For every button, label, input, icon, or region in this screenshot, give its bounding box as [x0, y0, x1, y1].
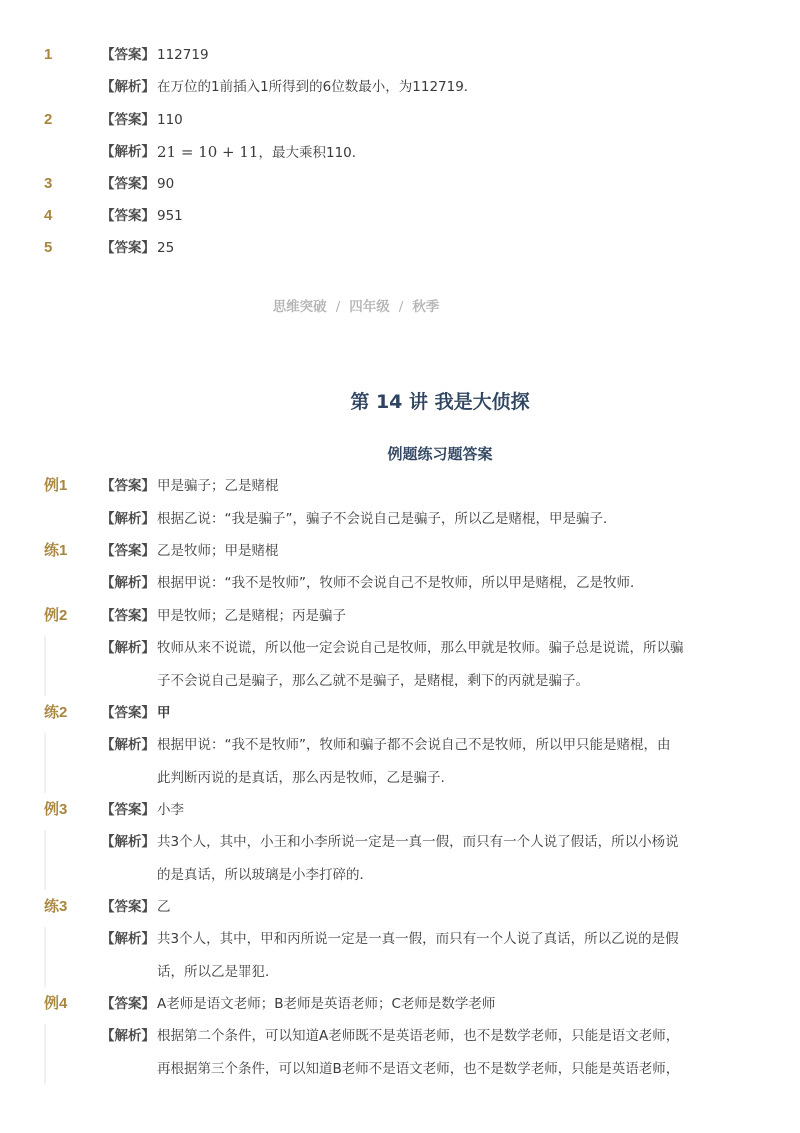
- answer-tag: 【答案】: [101, 543, 155, 559]
- analysis-tag: 【解析】: [101, 737, 155, 753]
- analysis-text: ，最大乘积110．: [258, 145, 366, 161]
- answer-text: A老师是语文老师；B老师是英语老师；C老师是数学老师: [157, 996, 496, 1012]
- answer-tag: 【答案】: [101, 176, 155, 192]
- item-number: 例2: [44, 607, 68, 624]
- item-number: 例1: [44, 477, 68, 494]
- answer-row-1: [0, 43, 800, 67]
- analysis-row-ex3-cont: [0, 863, 800, 887]
- analysis-row-ex4-cont: [0, 1057, 800, 1081]
- answer-tag: 【答案】: [101, 802, 155, 818]
- lesson-subtitle: 例题练习题答案: [387, 445, 493, 463]
- analysis-tag: 【解析】: [101, 834, 155, 850]
- answer-row-4: [0, 204, 800, 228]
- analysis-row-pr2: [0, 733, 800, 757]
- item-number: 练3: [44, 898, 68, 915]
- analysis-row-ex2: [0, 636, 800, 660]
- footer-term: 秋季: [412, 299, 440, 315]
- analysis-text: 根据甲说：“我不是牧师”，牧师不会说自己不是牧师，所以甲是赌棍，乙是牧师．: [157, 575, 644, 591]
- answer-row-3: [0, 172, 800, 196]
- answer-text: 112719: [157, 47, 209, 63]
- analysis-row-2: [0, 140, 800, 164]
- analysis-tag: 【解析】: [101, 1028, 155, 1044]
- answer-tag: 【答案】: [101, 899, 155, 915]
- analysis-text: 根据乙说：“我是骗子”，骗子不会说自己是骗子，所以乙是赌棍，甲是骗子．: [157, 511, 617, 527]
- answer-row-ex2: [0, 604, 800, 628]
- analysis-row-ex3: [0, 830, 800, 854]
- item-number: 2: [44, 111, 53, 128]
- analysis-text: 的是真话，所以玻璃是小李打碎的．: [157, 867, 373, 883]
- answer-row-pr1: [0, 539, 800, 563]
- analysis-row-pr2-cont: [0, 766, 800, 790]
- answer-tag: 【答案】: [101, 705, 155, 721]
- footer-subject: 思维突破: [272, 299, 327, 315]
- math-equation: 21 = 10 + 11: [157, 143, 259, 161]
- answer-tag: 【答案】: [101, 208, 155, 224]
- analysis-row-1: [0, 75, 800, 99]
- answer-row-pr3: [0, 895, 800, 919]
- analysis-tag: 【解析】: [101, 575, 155, 591]
- footer-grade: 四年级: [349, 299, 390, 315]
- analysis-tag: 【解析】: [101, 79, 155, 95]
- analysis-row-pr1: [0, 571, 800, 595]
- answer-tag: 【答案】: [101, 112, 155, 128]
- analysis-text-math-line: [157, 140, 365, 165]
- answer-row-ex3: [0, 798, 800, 822]
- analysis-row-pr3-cont: [0, 960, 800, 984]
- analysis-text: 共3个人，其中，小王和小李所说一定是一真一假，而只有一个人说了假话，所以小杨说: [157, 834, 679, 850]
- item-number: 练1: [44, 542, 68, 559]
- analysis-row-ex1: [0, 507, 800, 531]
- analysis-tag: 【解析】: [101, 640, 155, 656]
- analysis-text: 话，所以乙是罪犯．: [157, 964, 279, 980]
- answer-text: 乙是牧师；甲是赌棍: [157, 543, 279, 559]
- analysis-tag: 【解析】: [101, 511, 155, 527]
- analysis-text: 共3个人，其中，甲和丙所说一定是一真一假，而只有一个人说了真话，所以乙说的是假: [157, 931, 679, 947]
- answer-text: 甲是牧师；乙是赌棍；丙是骗子: [157, 608, 346, 624]
- analysis-text: 再根据第三个条件，可以知道B老师不是语文老师，也不是数学老师，只能是英语老师，: [157, 1061, 680, 1077]
- analysis-text: 牧师从来不说谎，所以他一定会说自己是牧师，那么甲就是牧师。骗子总是说谎，所以骗: [157, 640, 684, 656]
- item-number: 4: [44, 207, 53, 224]
- answer-row-ex4: [0, 992, 800, 1016]
- analysis-text: 在万位的1前插入1所得到的6位数最小，为112719．: [157, 79, 478, 95]
- analysis-tag: 【解析】: [101, 931, 155, 947]
- answer-text: 甲是骗子；乙是赌棍: [157, 478, 279, 494]
- answer-text: 951: [157, 208, 183, 224]
- analysis-text: 根据第二个条件，可以知道A老师既不是英语老师，也不是数学老师，只能是语文老师，: [157, 1028, 680, 1044]
- item-number: 5: [44, 239, 53, 256]
- item-number: 1: [44, 46, 53, 63]
- item-number: 例3: [44, 801, 68, 818]
- answer-tag: 【答案】: [101, 608, 155, 624]
- answer-text: 110: [157, 112, 183, 128]
- answer-row-5: [0, 236, 800, 260]
- answer-tag: 【答案】: [101, 478, 155, 494]
- item-number: 练2: [44, 704, 68, 721]
- answer-tag: 【答案】: [101, 996, 155, 1012]
- footer-separator: /: [398, 299, 404, 315]
- answer-text: 乙: [157, 899, 171, 915]
- analysis-row-ex4: [0, 1024, 800, 1048]
- answer-row-2: [0, 108, 800, 132]
- analysis-tag: 【解析】: [101, 144, 155, 160]
- answer-text: 90: [157, 176, 175, 192]
- item-number: 3: [44, 175, 53, 192]
- answer-text: 甲: [157, 705, 171, 721]
- analysis-row-ex2-cont: [0, 669, 800, 693]
- answer-text: 25: [157, 240, 175, 256]
- answer-text: 小李: [157, 802, 184, 818]
- answer-tag: 【答案】: [101, 47, 155, 63]
- answer-row-pr2: [0, 701, 800, 725]
- answer-tag: 【答案】: [101, 240, 155, 256]
- page-footer: [0, 296, 712, 318]
- answer-row-ex1: [0, 474, 800, 498]
- footer-separator: /: [335, 299, 341, 315]
- analysis-text: 子不会说自己是骗子，那么乙就不是骗子，是赌棍，剩下的丙就是骗子。: [157, 673, 589, 689]
- analysis-text: 根据甲说：“我不是牧师”，牧师和骗子都不会说自己不是牧师，所以甲只能是赌棍，由: [157, 737, 671, 753]
- analysis-text: 此判断丙说的是真话，那么丙是牧师，乙是骗子.: [157, 770, 445, 786]
- item-number: 例4: [44, 995, 68, 1012]
- lesson-title: 第 14 讲 我是大侦探: [350, 391, 530, 413]
- analysis-row-pr3: [0, 927, 800, 951]
